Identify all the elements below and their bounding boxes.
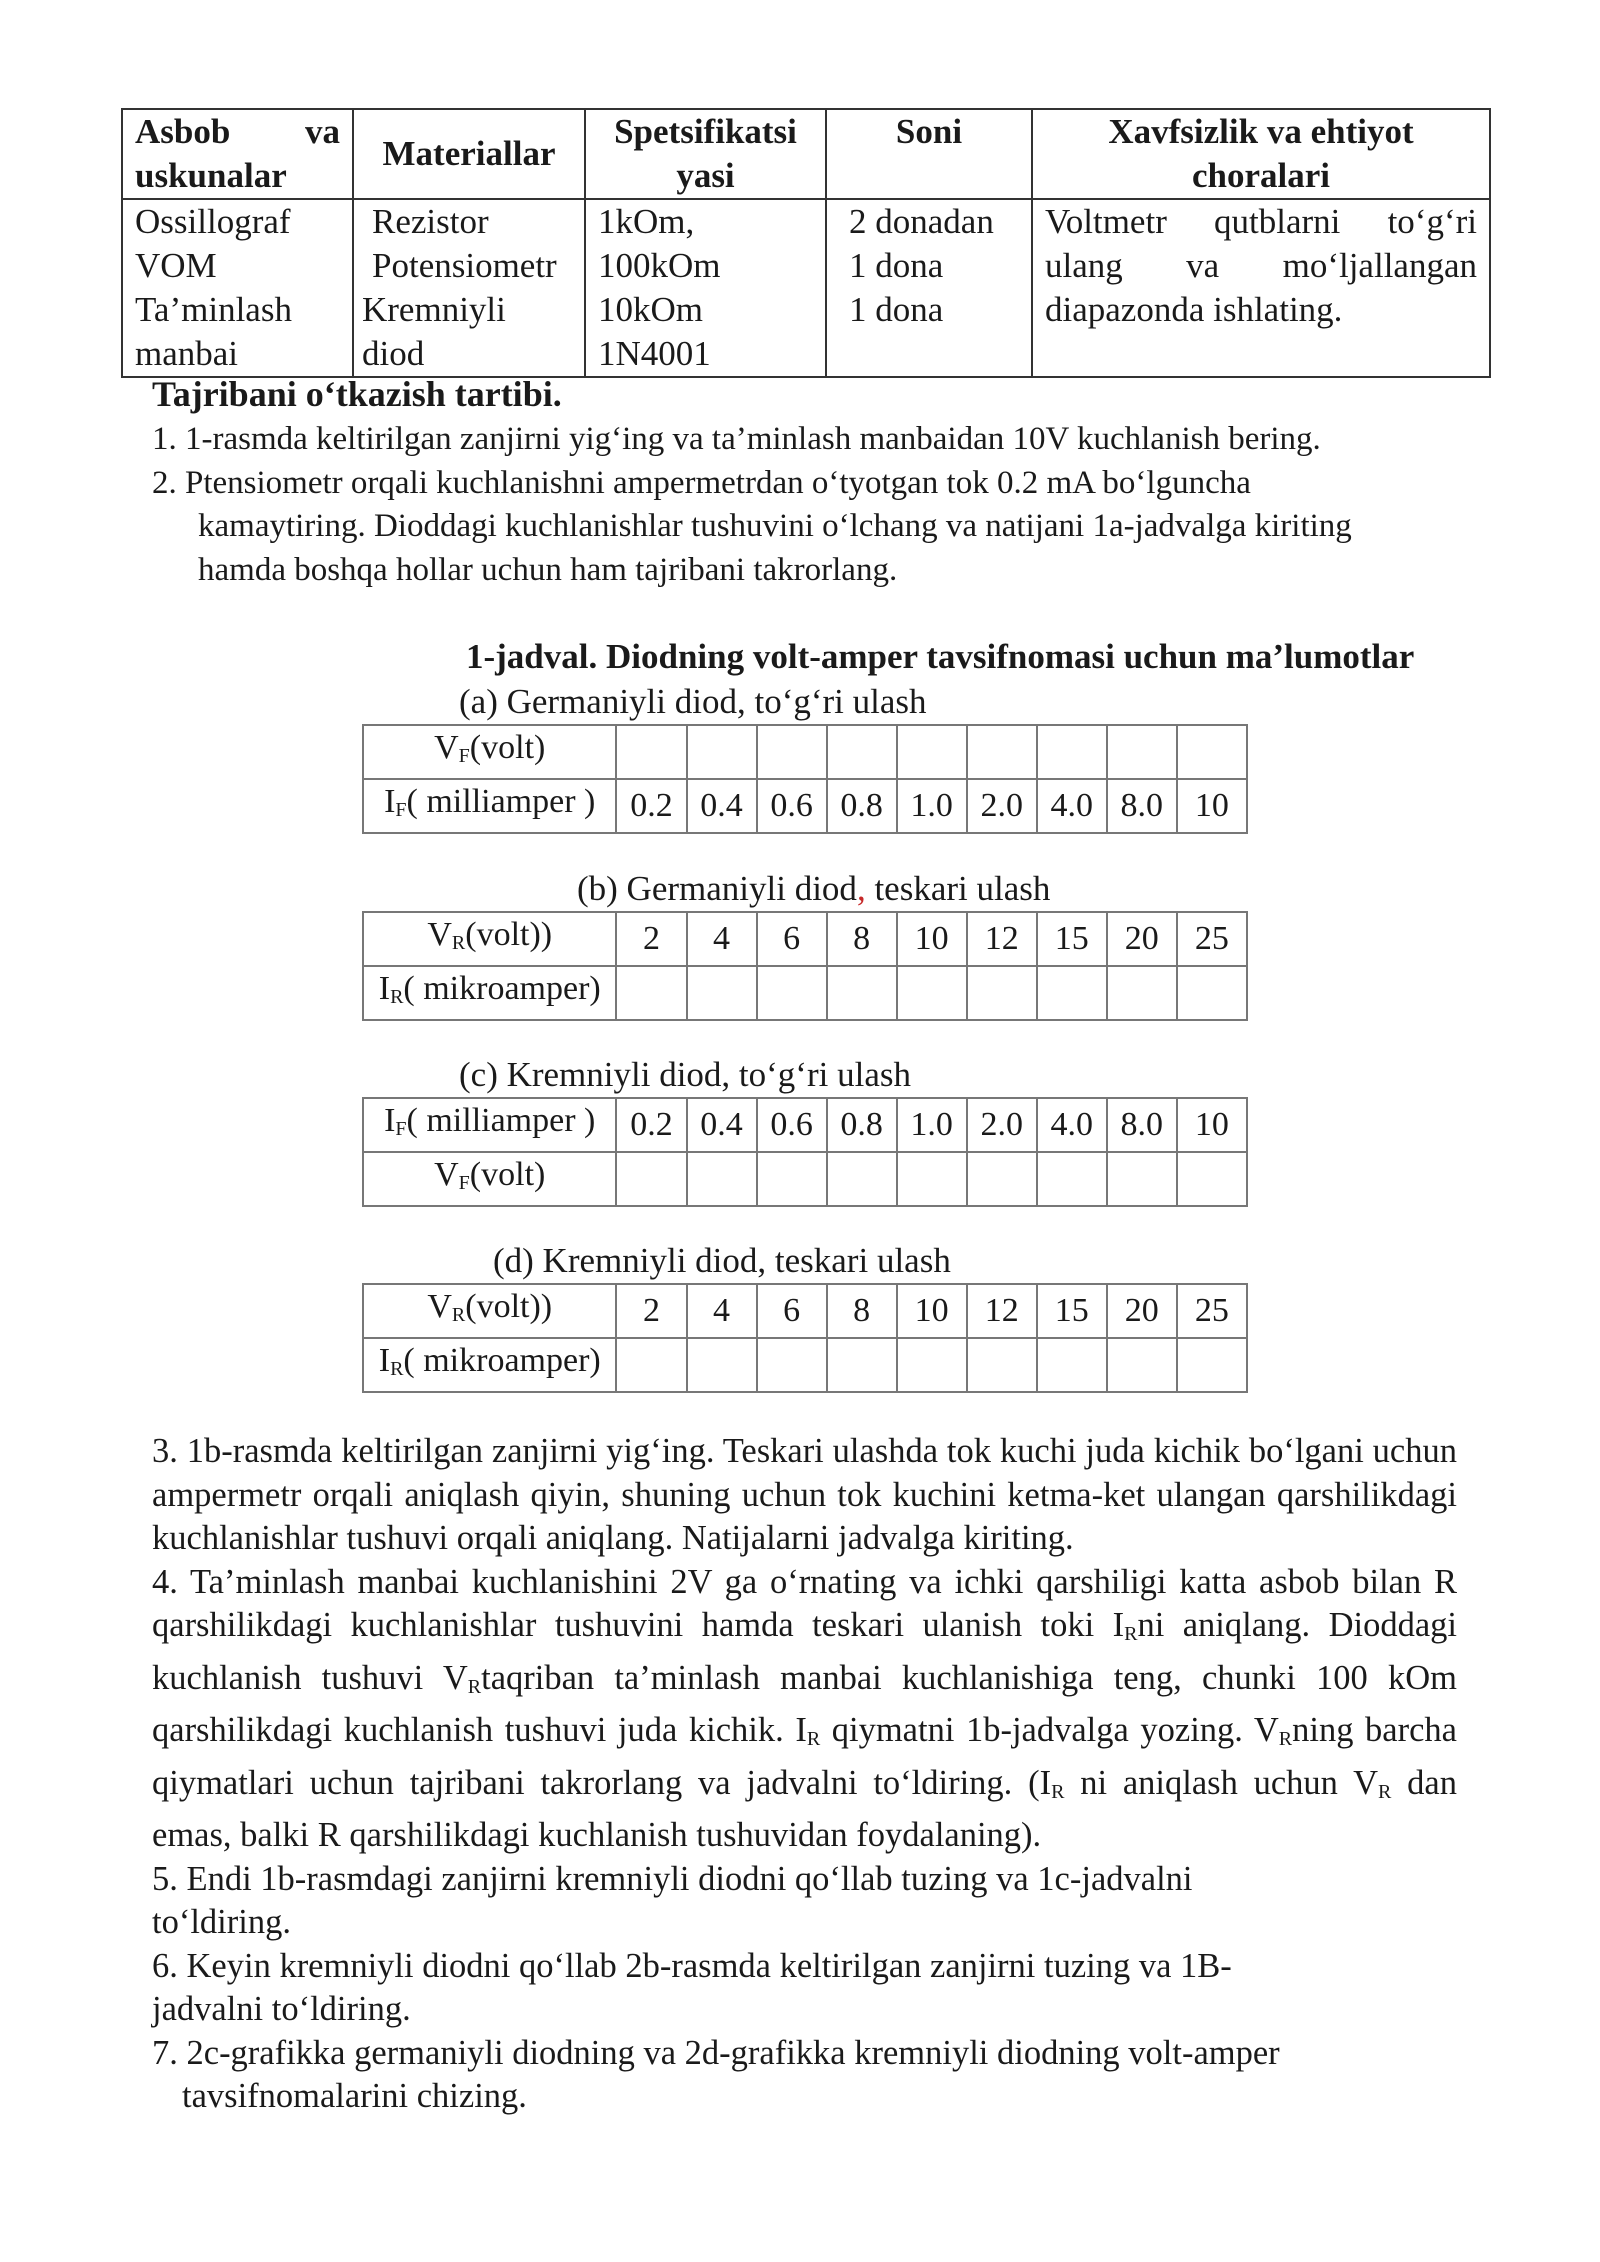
table-caption: 1-jadval. Diodning volt-amper tavsifnomasi uchun ma’lumotlar bbox=[466, 637, 1415, 676]
table-b-value: 15 bbox=[1037, 912, 1107, 966]
table-c bbox=[362, 1097, 1248, 1207]
header-instruments-word-1: Asbob bbox=[135, 112, 231, 151]
table-d-value: 4 bbox=[687, 1284, 757, 1338]
table-a-cell-empty[interactable] bbox=[616, 725, 686, 779]
count-item: 1 dona bbox=[849, 290, 944, 329]
procedure-steps-bottom bbox=[152, 1430, 1457, 2119]
table-a-value: 4.0 bbox=[1037, 779, 1107, 833]
header-safety bbox=[1032, 109, 1490, 199]
step-4: 4. Ta’minlash manbai kuchlanishini 2V ga o‘rnating va ichki qarshiligi katta asbob bilan R qarshilikdagi kuchlanishlar tushuvini hamda teskari ulanish toki IRni aniqlang. Dioddagi kuchlanish tushuvi VRtaqriban ta’minlash manbai kuchlanishiga teng, chunki 100 kOm qarshilikdagi kuchlanish tushuvi juda kichik. IR qiymatni 1b-jadvalga yozing. VRning barcha qiymatlari uchun tajribani takrorlang va jadvalni to‘ldiring. (IR ni aniqlash uchun VR dan emas, balki R qarshilikdagi kuchlanish tushuvidan foydalaning). bbox=[152, 1562, 1457, 1854]
step-2-line-1: 2. Ptensiometr orqali kuchlanishni ampermetrdan o‘tyotgan tok 0.2 mA bo‘lguncha bbox=[152, 464, 1251, 501]
table-a-cell-empty[interactable] bbox=[897, 725, 967, 779]
table-c-cell-empty[interactable] bbox=[1037, 1152, 1107, 1206]
equipment-table-header-row bbox=[122, 109, 1490, 199]
table-c-value: 10 bbox=[1177, 1098, 1247, 1152]
step-1: 1. 1-rasmda keltirilgan zanjirni yig‘ing va ta’minlash manbaidan 10V kuchlanish bering. bbox=[152, 421, 1321, 457]
step-5-line-1: 5. Endi 1b-rasmdagi zanjirni kremniyli diodni qo‘llab tuzing va 1c-jadvalni bbox=[152, 1859, 1193, 1898]
safety-line: ulang va mo‘ljallangan bbox=[1045, 246, 1477, 285]
table-c-cell-empty[interactable] bbox=[897, 1152, 967, 1206]
header-specs-line-2: yasi bbox=[676, 156, 735, 195]
spec-item: 10kOm bbox=[598, 290, 703, 329]
table-d-value: 12 bbox=[967, 1284, 1037, 1338]
table-b-cell-empty[interactable] bbox=[897, 966, 967, 1020]
material-item: Kremniyli diod bbox=[362, 290, 506, 373]
table-b-value: 20 bbox=[1107, 912, 1177, 966]
header-materials bbox=[353, 109, 585, 199]
table-b-cell-empty[interactable] bbox=[1037, 966, 1107, 1020]
step-3: 3. 1b-rasmda keltirilgan zanjirni yig‘ing. Teskari ulashda tok kuchi juda kichik bo‘lgani uchun ampermetr orqali aniqlash qiyin, shuning uchun tok kuchini ketma-ket ulangan qarshilikdagi kuchlanishlar tushuvi orqali aniqlang. Natijalarni jadvalga kiriting. bbox=[152, 1432, 1457, 1557]
step-6-line-1: 6. Keyin kremniyli diodni qo‘llab 2b-rasmda keltirilgan zanjirni tuzing va 1B- bbox=[152, 1946, 1232, 1985]
step-7-line-2: tavsifnomalarini chizing. bbox=[182, 2077, 527, 2115]
table-b-cell-empty[interactable] bbox=[1107, 966, 1177, 1020]
header-instruments bbox=[122, 109, 353, 199]
table-d bbox=[362, 1283, 1248, 1393]
procedure-steps-top bbox=[152, 418, 1392, 592]
step-2-line-2: kamaytiring. Dioddagi kuchlanishlar tushuvini o‘lchang va natijani 1a-jadvalga kiriting bbox=[198, 508, 1352, 544]
table-a-value: 1.0 bbox=[897, 779, 967, 833]
count-cell bbox=[826, 199, 1032, 377]
header-safety-line-2: choralari bbox=[1191, 156, 1331, 195]
step-7-line-1: 7. 2c-grafikka germaniyli diodning va 2d-grafikka kremniyli diodning volt-amper bbox=[152, 2033, 1280, 2072]
instrument-item: Ossillograf bbox=[135, 202, 291, 241]
table-b-cell-empty[interactable] bbox=[827, 966, 897, 1020]
instrument-item: Ta’minlash bbox=[135, 290, 292, 329]
table-b-value: 2 bbox=[616, 912, 686, 966]
table-a-value: 2.0 bbox=[967, 779, 1037, 833]
table-d-cell-empty[interactable] bbox=[1177, 1338, 1247, 1392]
table-b-value: 10 bbox=[897, 912, 967, 966]
table-a-cell-empty[interactable] bbox=[1107, 725, 1177, 779]
table-a-cell-empty[interactable] bbox=[1177, 725, 1247, 779]
table-b-value: 12 bbox=[967, 912, 1037, 966]
table-a-cell-empty[interactable] bbox=[827, 725, 897, 779]
table-b-cell-empty[interactable] bbox=[687, 966, 757, 1020]
material-item: Rezistor bbox=[372, 202, 489, 241]
safety-cell bbox=[1032, 199, 1490, 377]
header-count-text: Soni bbox=[895, 112, 963, 151]
table-c-row1-label: IF( milliamper ) bbox=[363, 1098, 616, 1152]
step-6-line-2: jadvalni to‘ldiring. bbox=[152, 1990, 411, 2028]
table-b-value: 8 bbox=[827, 912, 897, 966]
table-d-value: 25 bbox=[1177, 1284, 1247, 1338]
table-a-row1-label: VF(volt) bbox=[363, 725, 616, 779]
table-a-cell-empty[interactable] bbox=[967, 725, 1037, 779]
spec-item: 100kOm bbox=[598, 246, 721, 285]
table-b-row-voltage bbox=[363, 912, 1247, 966]
header-specs-line-1: Spetsifikatsi bbox=[614, 112, 797, 151]
equipment-table-body-row bbox=[122, 199, 1490, 377]
count-item: 1 dona bbox=[849, 246, 944, 285]
table-d-row1-label: VR(volt)) bbox=[363, 1284, 616, 1338]
table-c-cell-empty[interactable] bbox=[967, 1152, 1037, 1206]
table-c-cell-empty[interactable] bbox=[687, 1152, 757, 1206]
table-b-row1-label: VR(volt)) bbox=[363, 912, 616, 966]
table-a-value: 0.4 bbox=[687, 779, 757, 833]
header-specs bbox=[585, 109, 826, 199]
table-c-value: 8.0 bbox=[1107, 1098, 1177, 1152]
table-a-value: 0.8 bbox=[827, 779, 897, 833]
table-d-cell-empty[interactable] bbox=[897, 1338, 967, 1392]
table-a-value: 8.0 bbox=[1107, 779, 1177, 833]
table-d-row-current bbox=[363, 1338, 1247, 1392]
header-instruments-word-2: va bbox=[305, 112, 340, 151]
instrument-item: VOM bbox=[135, 246, 217, 285]
count-item: 2 donadan bbox=[849, 202, 994, 241]
highlighted-comma: , bbox=[856, 869, 866, 908]
table-d-value: 10 bbox=[897, 1284, 967, 1338]
table-a-value: 0.2 bbox=[616, 779, 686, 833]
table-c-cell-empty[interactable] bbox=[757, 1152, 827, 1206]
table-b-cell-empty[interactable] bbox=[616, 966, 686, 1020]
table-d-value: 8 bbox=[827, 1284, 897, 1338]
table-b-subtitle: (b) Germaniyli diod, teskari ulash bbox=[577, 869, 1051, 908]
equipment-table bbox=[121, 108, 1491, 378]
table-c-cell-empty[interactable] bbox=[1177, 1152, 1247, 1206]
table-d-value: 20 bbox=[1107, 1284, 1177, 1338]
table-b-row2-label: IR( mikroamper) bbox=[363, 966, 616, 1020]
table-c-subtitle: (c) Kremniyli diod, to‘g‘ri ulash bbox=[459, 1055, 911, 1094]
table-c-row2-label: VF(volt) bbox=[363, 1152, 616, 1206]
table-b bbox=[362, 911, 1248, 1021]
table-c-value: 0.2 bbox=[616, 1098, 686, 1152]
table-c-cell-empty[interactable] bbox=[827, 1152, 897, 1206]
table-c-value: 0.4 bbox=[687, 1098, 757, 1152]
table-a-cell-empty[interactable] bbox=[687, 725, 757, 779]
table-b-value: 25 bbox=[1177, 912, 1247, 966]
header-count bbox=[826, 109, 1032, 199]
table-c-row-current bbox=[363, 1098, 1247, 1152]
header-instruments-word-3: uskunalar bbox=[135, 156, 287, 195]
table-b-cell-empty[interactable] bbox=[1177, 966, 1247, 1020]
table-b-row-current bbox=[363, 966, 1247, 1020]
table-a bbox=[362, 724, 1248, 834]
table-a-value: 0.6 bbox=[757, 779, 827, 833]
header-materials-text: Materiallar bbox=[382, 134, 556, 173]
table-d-value: 15 bbox=[1037, 1284, 1107, 1338]
table-a-cell-empty[interactable] bbox=[757, 725, 827, 779]
specs-cell bbox=[585, 199, 826, 377]
safety-line: diapazonda ishlating. bbox=[1045, 290, 1343, 329]
table-c-row-voltage bbox=[363, 1152, 1247, 1206]
step-5-line-2: to‘ldiring. bbox=[152, 1903, 291, 1941]
materials-cell bbox=[353, 199, 585, 377]
table-d-value: 2 bbox=[616, 1284, 686, 1338]
table-c-value: 0.6 bbox=[757, 1098, 827, 1152]
table-a-cell-empty[interactable] bbox=[1037, 725, 1107, 779]
table-b-cell-empty[interactable] bbox=[967, 966, 1037, 1020]
table-b-cell-empty[interactable] bbox=[757, 966, 827, 1020]
table-a-subtitle: (a) Germaniyli diod, to‘g‘ri ulash bbox=[459, 682, 927, 721]
table-d-cell-empty[interactable] bbox=[827, 1338, 897, 1392]
table-b-value: 6 bbox=[757, 912, 827, 966]
procedure-heading: Tajribani o‘tkazish tartibi. bbox=[152, 374, 562, 414]
table-d-cell-empty[interactable] bbox=[757, 1338, 827, 1392]
table-d-row2-label: IR( mikroamper) bbox=[363, 1338, 616, 1392]
instrument-item: manbai bbox=[135, 334, 239, 373]
table-a-row2-label: IF( milliamper ) bbox=[363, 779, 616, 833]
spec-item: 1kOm, bbox=[598, 202, 695, 241]
table-d-cell-empty[interactable] bbox=[687, 1338, 757, 1392]
table-d-cell-empty[interactable] bbox=[1107, 1338, 1177, 1392]
table-a-row-current bbox=[363, 779, 1247, 833]
table-c-value: 1.0 bbox=[897, 1098, 967, 1152]
table-d-cell-empty[interactable] bbox=[967, 1338, 1037, 1392]
table-d-value: 6 bbox=[757, 1284, 827, 1338]
table-b-value: 4 bbox=[687, 912, 757, 966]
spec-item: 1N4001 bbox=[598, 334, 711, 373]
table-a-value: 10 bbox=[1177, 779, 1247, 833]
material-item: Potensiometr bbox=[372, 246, 557, 285]
table-c-value: 4.0 bbox=[1037, 1098, 1107, 1152]
instruments-cell bbox=[122, 199, 353, 377]
table-a-row-voltage bbox=[363, 725, 1247, 779]
table-c-value: 0.8 bbox=[827, 1098, 897, 1152]
step-2-line-3: hamda boshqa hollar uchun ham tajribani takrorlang. bbox=[198, 551, 898, 588]
safety-line: Voltmetr qutblarni to‘g‘ri bbox=[1045, 202, 1477, 241]
table-d-row-voltage bbox=[363, 1284, 1247, 1338]
table-d-subtitle: (d) Kremniyli diod, teskari ulash bbox=[493, 1241, 951, 1280]
table-c-cell-empty[interactable] bbox=[616, 1152, 686, 1206]
table-c-cell-empty[interactable] bbox=[1107, 1152, 1177, 1206]
header-safety-line-1: Xavfsizlik va ehtiyot bbox=[1108, 112, 1414, 151]
table-d-cell-empty[interactable] bbox=[1037, 1338, 1107, 1392]
table-d-cell-empty[interactable] bbox=[616, 1338, 686, 1392]
table-c-value: 2.0 bbox=[967, 1098, 1037, 1152]
